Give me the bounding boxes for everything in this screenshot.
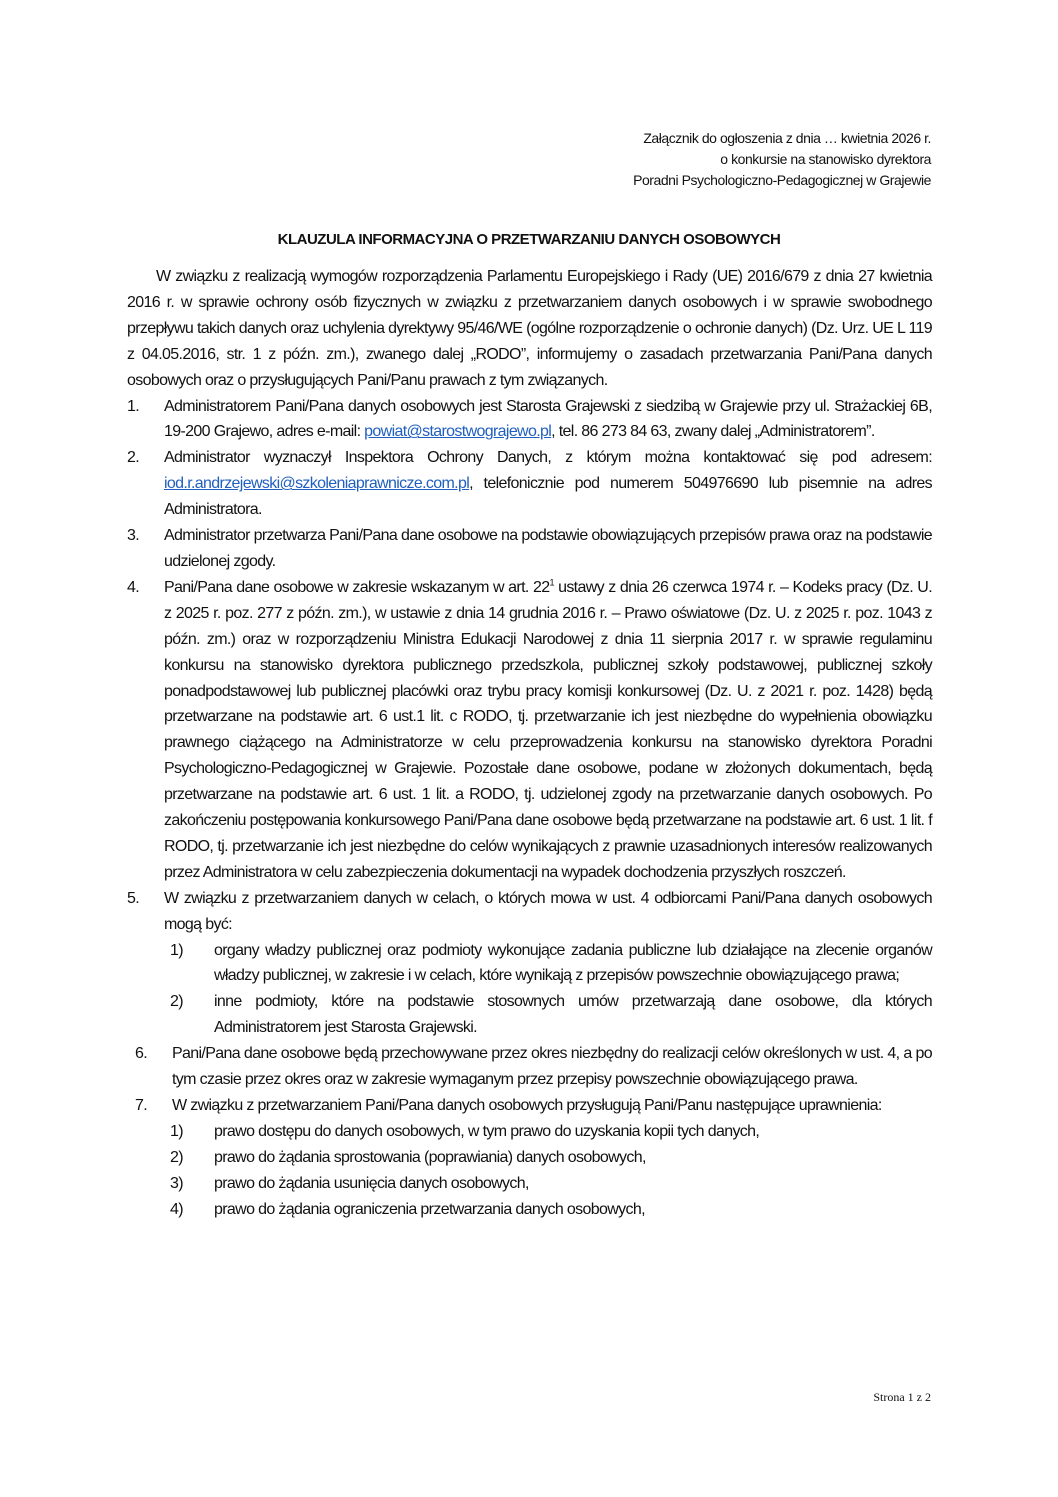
clause-1 xyxy=(127,394,932,446)
clause-number: 4. xyxy=(127,578,140,596)
annex-line-2: o konkursie na stanowisko dyrektora xyxy=(720,151,931,167)
annex-line-1: Załącznik do ogłoszenia z dnia … kwietnia 2026 r. xyxy=(643,130,931,146)
clause-text: , tel. 86 273 84 63, zwany dalej „Administratorem”. xyxy=(551,423,875,441)
sub-item-text: prawo do żądania usunięcia danych osobowych, xyxy=(214,1174,529,1192)
sub-item-number: 3) xyxy=(170,1174,183,1192)
clause-number: 1. xyxy=(127,397,140,415)
sub-item-text: inne podmioty, które na podstawie stosownych umów przetwarzają dane osobowe, dla których Administratorem jest Starosta Grajewski. xyxy=(214,993,932,1037)
document-title: KLAUZULA INFORMACYJNA O PRZETWARZANIU DANYCH OSOBOWYCH xyxy=(277,231,781,248)
intro-paragraph: W związku z realizacją wymogów rozporządzenia Parlamentu Europejskiego i Rady (UE) 2016/679 z dnia 27 kwietnia 2016 r. w sprawie ochrony osób fizycznych w związku z przetwarzaniem danych osobowych i w sprawie swobodnego przepływu takich danych oraz uchylenia dyrektywy 95/46/WE (ogólne rozporządzenie o ochronie danych) (Dz. Urz. UE L 119 z 04.05.2016, str. 1 z późn. zm.), zwanego dalej „RODO”, informujemy o zasadach przetwarzania Pani/Pana danych osobowych oraz o przysługujących Pani/Panu prawach z tym związanych. xyxy=(127,268,932,389)
clause-text: ustawy z dnia 26 czerwca 1974 r. – Kodeks pracy (Dz. U. z 2025 r. poz. 277 z późn. zm.), w ustawie z dnia 14 grudnia 2016 r. – Prawo oświatowe (Dz. U. z 2025 r. poz. 1043 z późn. zm.) oraz w rozporządzeniu Ministra Edukacji Narodowej z dnia 11 sierpnia 2017 r. w sprawie regulaminu konkursu na stanowisko dyrektora publicznego przedszkola, publicznej szkoły podstawowej, publicznej szkoły ponadpodstawowej lub publicznej placówki oraz trybu pracy komisji konkursowej (Dz. U. z 2021 r. poz. 1428) będą przetwarzane na podstawie art. 6 ust.1 lit. c RODO, tj. przetwarzanie ich jest niezbędne do wypełnienia obowiązku prawnego ciążącego na Administratorze w celu przeprowadzenia konkursu na stanowisko dyrektora Poradni Psychologiczno-Pedagogicznej w Grajewie. Pozostałe dane osobowe, podane w złożonych dokumentach, będą przetwarzane na podstawie art. 6 ust. 1 lit. a RODO, tj. udzielonej zgody na przetwarzanie danych osobowych. Po zakończeniu postępowania konkursowego Pani/Pana dane osobowe będą przetwarzane na podstawie art. 6 ust. 1 lit. f RODO, tj. przetwarzanie ich jest niezbędne do celów wynikających z prawnie uzasadnionych interesów realizowanych przez Administratora w celu zabezpieczenia dokumentacji na wypadek dochodzenia przyszłych roszczeń. xyxy=(164,578,932,881)
sub-item-text: prawo do żądania sprostowania (poprawiania) danych osobowych, xyxy=(214,1148,646,1166)
clause-number: 2. xyxy=(127,449,140,467)
annex-header xyxy=(633,128,931,191)
document-body xyxy=(127,264,932,1223)
clause-text: Administrator wyznaczył Inspektora Ochrony Danych, z którym można kontaktować się pod adresem: xyxy=(164,449,932,467)
clauses-list xyxy=(127,394,932,1223)
clause-6 xyxy=(127,1041,932,1093)
clause-number: 7. xyxy=(135,1097,148,1114)
clause-text: , telefonicznie pod numerem 504976690 lub pisemnie na adres Administratora. xyxy=(164,475,932,519)
clause-text: Pani/Pana dane osobowe będą przechowywane przez okres niezbędny do realizacji celów określonych w ust. 4, a po tym czasie przez okres oraz w zakresie wymaganym przez przepisy powszechnie obowiązującego prawa. xyxy=(172,1045,932,1089)
clause-3 xyxy=(127,523,932,575)
annex-line-3: Poradni Psychologiczno-Pedagogicznej w Grajewie xyxy=(633,172,931,188)
sub-item-text: prawo do żądania ograniczenia przetwarzania danych osobowych, xyxy=(214,1200,645,1218)
sub-item-number: 2) xyxy=(170,993,183,1011)
sub-item-number: 4) xyxy=(170,1200,183,1218)
administrator-email-link[interactable]: powiat@starostwograjewo.pl xyxy=(364,423,552,441)
superscript: 1 xyxy=(549,577,554,588)
clause-text: Administratorem Pani/Pana danych osobowych jest Starosta Grajewski z siedzibą w Grajewie przy ul. Strażackiej 6B, 19-200 Grajewo, adres e-mail: xyxy=(164,397,932,441)
sub-item xyxy=(164,989,932,1041)
clause-number: 6. xyxy=(135,1045,148,1063)
page-number: Strona 1 z 2 xyxy=(873,1390,931,1404)
clause-text: W związku z przetwarzaniem Pani/Pana danych osobowych przysługują Pani/Panu następujące uprawnienia: xyxy=(172,1097,882,1114)
clause-text: Administrator przetwarza Pani/Pana dane osobowe na podstawie obowiązujących przepisów prawa oraz na podstawie udzielonej zgody. xyxy=(164,527,932,570)
sub-item xyxy=(164,938,932,990)
sub-item xyxy=(164,1145,932,1171)
recipients-list xyxy=(164,938,932,1042)
clause-2 xyxy=(127,445,932,523)
sub-item-number: 1) xyxy=(170,1122,183,1140)
sub-item-number: 2) xyxy=(170,1148,183,1166)
clause-4 xyxy=(127,575,932,886)
sub-item xyxy=(164,1119,932,1145)
iod-email-link[interactable]: iod.r.andrzejewski@szkoleniaprawnicze.com.pl xyxy=(164,475,470,493)
clause-text: W związku z przetwarzaniem danych w celach, o których mowa w ust. 4 odbiorcami Pani/Pana danych osobowych mogą być: xyxy=(164,889,932,933)
sub-item-number: 1) xyxy=(170,941,183,959)
sub-item xyxy=(164,1197,932,1223)
sub-item xyxy=(164,1171,932,1197)
sub-item-text: organy władzy publicznej oraz podmioty wykonujące zadania publiczne lub działające na zlecenie organów władzy publicznej, w zakresie i w celach, które wynikają z przepisów powszechnie obowiązującego prawa; xyxy=(214,941,932,985)
clause-7 xyxy=(127,1093,932,1223)
rights-list xyxy=(164,1119,932,1223)
clause-5 xyxy=(127,886,932,1041)
clause-number: 5. xyxy=(127,889,140,907)
sub-item-text: prawo dostępu do danych osobowych, w tym prawo do uzyskania kopii tych danych, xyxy=(214,1122,760,1140)
clause-number: 3. xyxy=(127,527,140,545)
clause-text: Pani/Pana dane osobowe w zakresie wskazanym w art. 22 xyxy=(164,578,550,596)
